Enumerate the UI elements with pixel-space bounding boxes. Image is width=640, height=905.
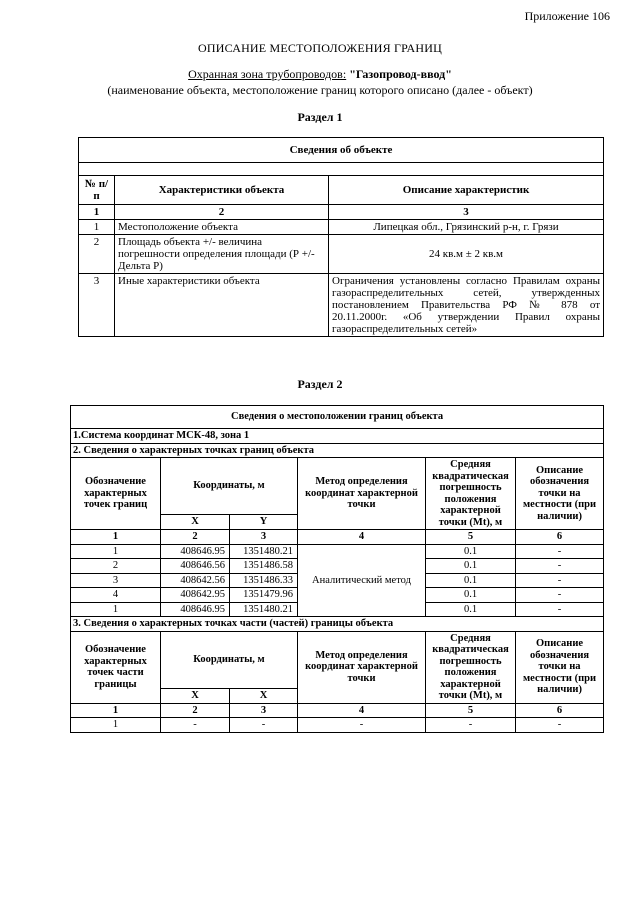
part-method: - bbox=[298, 718, 426, 733]
sub3-title: 3. Сведения о характерных точках части (частей) границы объекта bbox=[71, 617, 604, 632]
h3-error: Средняя квадратическая погрешность положения характерной точки (Mt), м bbox=[426, 631, 516, 703]
point-n: 2 bbox=[71, 559, 161, 574]
object-info-table bbox=[78, 137, 604, 337]
col-header-num: № п/п bbox=[79, 176, 115, 205]
h3-method: Метод определения координат характерной точки bbox=[298, 631, 426, 703]
appendix-label: Приложение 106 bbox=[524, 9, 610, 23]
h-error: Средняя квадратическая погрешность положения характерной точки (Mt), м bbox=[426, 458, 516, 530]
col-number: 2 bbox=[115, 205, 329, 220]
row-num: 2 bbox=[79, 235, 115, 274]
row-num: 1 bbox=[79, 220, 115, 235]
col-number: 6 bbox=[516, 703, 604, 718]
point-y: 1351480.21 bbox=[230, 602, 298, 617]
part-y: - bbox=[230, 718, 298, 733]
col-number: 1 bbox=[71, 530, 161, 545]
section2-label: Раздел 2 bbox=[297, 377, 343, 391]
col-number: 1 bbox=[71, 703, 161, 718]
point-mt: 0.1 bbox=[426, 588, 516, 603]
row-name: Площадь объекта +/- величина погрешности определения площади (Р +/- Дельта Р) bbox=[115, 235, 329, 274]
sub2-title: 2. Сведения о характерных точках границ объекта bbox=[71, 443, 604, 458]
point-desc: - bbox=[516, 573, 604, 588]
boundary-table-title: Сведения о местоположении границ объекта bbox=[71, 406, 604, 429]
zone-prefix: Охранная зона трубопроводов: bbox=[188, 67, 347, 81]
point-y: 1351480.21 bbox=[230, 544, 298, 559]
row-value: Ограничения установлены согласно Правилам охраны газораспределительных сетей, утвержденных постановлением Правительства РФ № 878 от 20.11.2000г. «Об утверждении Правил охраны газораспределительных сетей» bbox=[329, 274, 604, 337]
col-number: 5 bbox=[426, 530, 516, 545]
col-header-description: Описание характеристик bbox=[329, 176, 604, 205]
h-desc: Описание обозначения точки на местности (при наличии) bbox=[516, 458, 604, 530]
col-header-characteristic: Характеристики объекта bbox=[115, 176, 329, 205]
row-num: 3 bbox=[79, 274, 115, 337]
point-n: 1 bbox=[71, 544, 161, 559]
zone-line bbox=[0, 67, 640, 82]
point-mt: 0.1 bbox=[426, 559, 516, 574]
point-mt: 0.1 bbox=[426, 573, 516, 588]
row-name: Иные характеристики объекта bbox=[115, 274, 329, 337]
col-number: 4 bbox=[298, 530, 426, 545]
part-n: 1 bbox=[71, 718, 161, 733]
table-row bbox=[79, 235, 604, 274]
point-x: 408646.95 bbox=[161, 544, 230, 559]
h-designation: Обозначение характерных точек границ bbox=[71, 458, 161, 530]
col-number: 3 bbox=[230, 703, 298, 718]
object-table-title: Сведения об объекте bbox=[79, 138, 604, 163]
part-desc: - bbox=[516, 718, 604, 733]
col-number: 4 bbox=[298, 703, 426, 718]
row-value: 24 кв.м ± 2 кв.м bbox=[329, 235, 604, 274]
document-title: ОПИСАНИЕ МЕСТОПОЛОЖЕНИЯ ГРАНИЦ bbox=[198, 41, 442, 55]
table-row bbox=[71, 544, 604, 559]
point-x: 408646.95 bbox=[161, 602, 230, 617]
h3-coords: Координаты, м bbox=[161, 631, 298, 688]
h3-desc: Описание обозначения точки на местности (при наличии) bbox=[516, 631, 604, 703]
point-desc: - bbox=[516, 602, 604, 617]
point-x: 408646.56 bbox=[161, 559, 230, 574]
col-number: 2 bbox=[161, 703, 230, 718]
point-y: 1351479.96 bbox=[230, 588, 298, 603]
table-row bbox=[71, 718, 604, 733]
col-number: 5 bbox=[426, 703, 516, 718]
point-desc: - bbox=[516, 588, 604, 603]
point-n: 3 bbox=[71, 573, 161, 588]
part-mt: - bbox=[426, 718, 516, 733]
col-number: 3 bbox=[230, 530, 298, 545]
boundary-table bbox=[70, 405, 604, 733]
spacer-row bbox=[79, 163, 604, 176]
method-cell: Аналитический метод bbox=[298, 544, 426, 617]
point-y: 1351486.33 bbox=[230, 573, 298, 588]
section1-label: Раздел 1 bbox=[297, 110, 343, 124]
part-x: - bbox=[161, 718, 230, 733]
h3-x: X bbox=[161, 688, 230, 703]
table-row bbox=[79, 274, 604, 337]
zone-name: "Газопровод-ввод" bbox=[349, 67, 452, 81]
h-method: Метод определения координат характерной точки bbox=[298, 458, 426, 530]
row-value: Липецкая обл., Грязинский р-н, г. Грязи bbox=[329, 220, 604, 235]
table-row bbox=[79, 220, 604, 235]
col-number: 6 bbox=[516, 530, 604, 545]
col-number: 3 bbox=[329, 205, 604, 220]
point-mt: 0.1 bbox=[426, 602, 516, 617]
h-x: X bbox=[161, 515, 230, 530]
coord-system: 1.Система координат МСК-48, зона 1 bbox=[71, 429, 604, 444]
col-number: 2 bbox=[161, 530, 230, 545]
h3-y: X bbox=[230, 688, 298, 703]
row-name: Местоположение объекта bbox=[115, 220, 329, 235]
point-n: 4 bbox=[71, 588, 161, 603]
point-mt: 0.1 bbox=[426, 544, 516, 559]
point-desc: - bbox=[516, 559, 604, 574]
point-desc: - bbox=[516, 544, 604, 559]
zone-note: (наименование объекта, местоположение границ которого описано (далее - объект) bbox=[107, 83, 533, 97]
h-coords: Координаты, м bbox=[161, 458, 298, 515]
h-y: Y bbox=[230, 515, 298, 530]
col-number: 1 bbox=[79, 205, 115, 220]
point-x: 408642.56 bbox=[161, 573, 230, 588]
h3-designation: Обозначение характерных точек части границы bbox=[71, 631, 161, 703]
point-y: 1351486.58 bbox=[230, 559, 298, 574]
point-x: 408642.95 bbox=[161, 588, 230, 603]
point-n: 1 bbox=[71, 602, 161, 617]
